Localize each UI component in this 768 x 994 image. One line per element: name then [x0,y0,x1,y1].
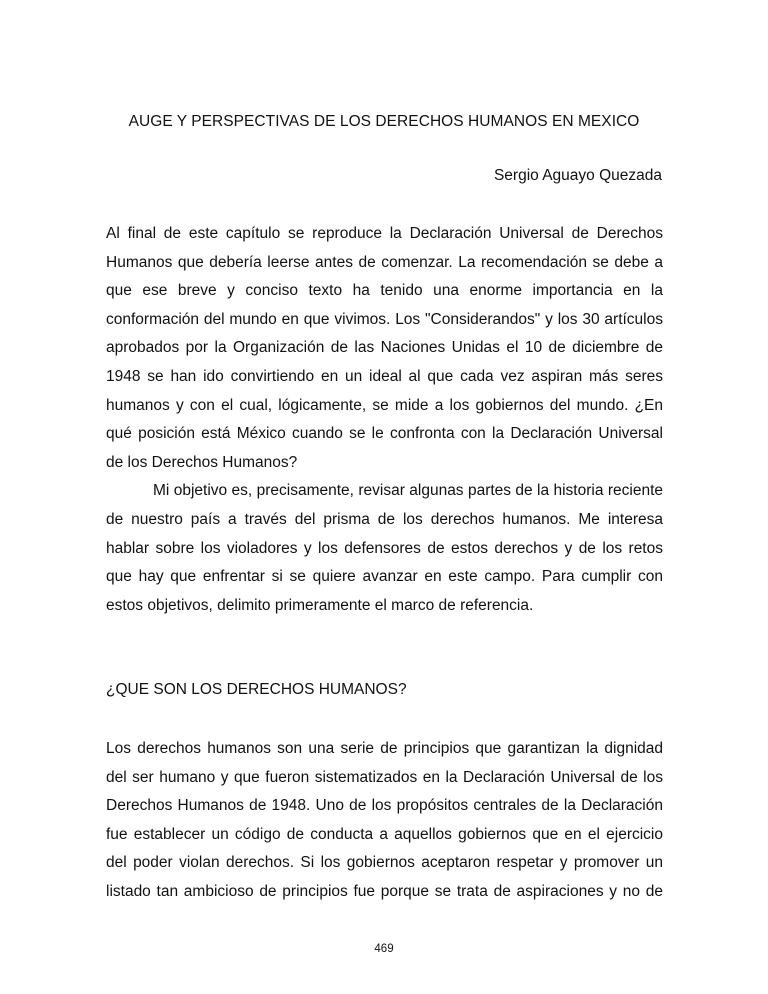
document-title: AUGE Y PERSPECTIVAS DE LOS DERECHOS HUMANOS EN MEXICO [128,113,640,130]
page-number: 469 [374,943,394,955]
paragraph-intro: Al final de este capítulo se reproduce la Declaración Universal de Derechos Humanos que debería leerse antes de comenzar. La recomendación se debe a que ese breve y conciso texto ha tenido una enorme importancia en la conformación del mundo en que vivimos. Los "Considerandos" y los 30 artículos aprobados por la Organización de las Naciones Unidas el 10 de diciembre de 1948 se han ido convirtiendo en un ideal al que cada vez aspiran más seres humanos y con el cual, lógicamente, se mide a los gobiernos del mundo. ¿En qué posición está México cuando se le confronta con la Declaración Universal de los Derechos Humanos? [106,225,663,471]
intro-section [106,220,663,620]
section-heading: ¿QUE SON LOS DERECHOS HUMANOS? [106,681,407,698]
paragraph-objective: Mi objetivo es, precisamente, revisar algunas partes de la historia reciente de nuestro país a través del prisma de los derechos humanos. Me interesa hablar sobre los violadores y los defensores de estos derechos y de los retos que hay que enfrentar si se quiere avanzar en este campo. Para cumplir con estos objetivos, delimito primeramente el marco de referencia. [106,482,663,614]
author-name: Sergio Aguayo Quezada [493,167,662,184]
section-body [106,735,663,907]
paragraph-definition: Los derechos humanos son una serie de principios que garantizan la dignidad del ser humano y que fueron sistematizados en la Declaración Universal de los Derechos Humanos de 1948. Uno de los propósitos centrales de la Declaración fue establecer un código de conducta a aquellos gobiernos que en el ejercicio del poder violan derechos. Si los gobiernos aceptaron respetar y promover un listado tan ambicioso de principios fue porque se trata de aspiraciones y no de [106,740,663,900]
